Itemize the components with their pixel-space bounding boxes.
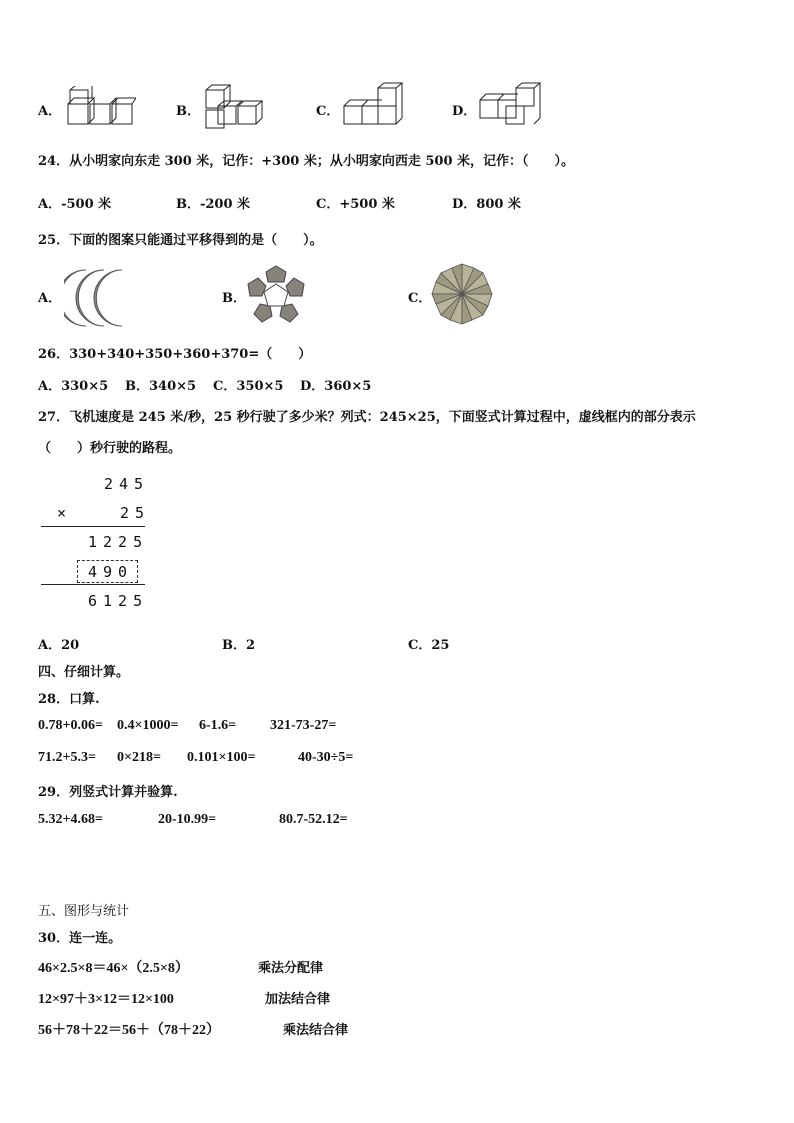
- q30-left-3: 56＋78＋22＝56＋（78＋22）: [38, 1023, 220, 1038]
- q24-option-c: C．+500 米: [316, 197, 395, 212]
- q27-stem-line2: （ ）秒行驶的路程。: [38, 441, 182, 456]
- q30-stem: 30．连一连。: [38, 931, 122, 946]
- section-4-title: 四、仔细计算。: [38, 665, 130, 680]
- q27-multiplier: 25: [120, 504, 151, 522]
- q30-left-1: 46×2.5×8＝46×（2.5×8）: [38, 961, 189, 976]
- q24-option-b: B．-200 米: [176, 197, 251, 212]
- q28-item-7: 0.101×100=: [187, 750, 256, 765]
- q27-line-1: [41, 526, 145, 527]
- q27-result: 6125: [88, 592, 149, 610]
- q30-right-1: 乘法分配律: [258, 961, 324, 976]
- q23-figure-d: [478, 82, 542, 130]
- q29-item-1: 5.32+4.68=: [38, 812, 103, 827]
- q23-option-c-letter: C．: [316, 104, 340, 119]
- q30-left-2: 12×97＋3×12＝12×100: [38, 992, 174, 1007]
- q27-times-sign: ×: [57, 504, 67, 522]
- q28-item-2: 0.4×1000=: [117, 718, 179, 733]
- q29-item-3: 80.7-52.12=: [279, 812, 348, 827]
- q28-item-1: 0.78+0.06=: [38, 718, 103, 733]
- q28-item-6: 0×218=: [117, 750, 161, 765]
- q24-stem: 24．从小明家向东走 300 米，记作：+300 米；从小明家向西走 500 米，记作：（ ）。: [38, 154, 575, 169]
- q25-figure-c-pinwheel: [430, 262, 494, 326]
- q28-item-5: 71.2+5.3=: [38, 750, 96, 765]
- q27-stem-line1: 27．飞机速度是 245 米/秒，25 秒行驶了多少米？列式：245×25，下面竖式计算过程中，虚线框内的部分表示: [38, 410, 696, 425]
- q23-figure-b: [204, 84, 268, 132]
- q25-figure-b-pentagons: [244, 264, 308, 326]
- q27-partial-product-1: 1225: [88, 533, 149, 551]
- q25-figure-a-crescents: [64, 268, 134, 328]
- q27-option-b: B．2: [222, 638, 256, 653]
- q30-right-3: 乘法结合律: [283, 1023, 349, 1038]
- q25-option-a-letter: A．: [38, 291, 62, 306]
- q23-figure-a: [66, 86, 136, 130]
- q27-line-2: [41, 584, 145, 585]
- q28-item-4: 321-73-27=: [270, 718, 337, 733]
- section-5-title: 五、图形与统计: [38, 904, 130, 919]
- q23-figure-c: [342, 82, 404, 130]
- q26-option-a: A．330×5: [38, 379, 109, 394]
- q27-option-c: C．25: [408, 638, 450, 653]
- q23-option-b-letter: B．: [176, 104, 200, 119]
- q25-stem: 25．下面的图案只能通过平移得到的是（ ）。: [38, 233, 323, 248]
- q30-right-2: 加法结合律: [265, 992, 331, 1007]
- q26-stem: 26．330+340+350+360+370=（ ）: [38, 347, 312, 362]
- q27-partial-product-2: 490: [88, 563, 134, 581]
- q27-option-a: A．20: [38, 638, 80, 653]
- q23-option-d-letter: D．: [452, 104, 477, 119]
- q26-option-d: D．360×5: [300, 379, 372, 394]
- q28-item-3: 6-1.6=: [199, 718, 237, 733]
- q28-stem: 28．口算.: [38, 692, 100, 707]
- q24-option-a: A．-500 米: [38, 197, 112, 212]
- q29-stem: 29．列竖式计算并验算.: [38, 785, 178, 800]
- q26-option-b: B．340×5: [125, 379, 197, 394]
- q29-item-2: 20-10.99=: [158, 812, 217, 827]
- q27-multiplicand: 245: [104, 475, 150, 493]
- q23-option-a-letter: A．: [38, 104, 62, 119]
- q25-option-c-letter: C．: [408, 291, 432, 306]
- q28-item-8: 40-30÷5=: [298, 750, 354, 765]
- q25-option-b-letter: B．: [222, 291, 246, 306]
- q26-option-c: C．350×5: [213, 379, 284, 394]
- q24-option-d: D．800 米: [452, 197, 521, 212]
